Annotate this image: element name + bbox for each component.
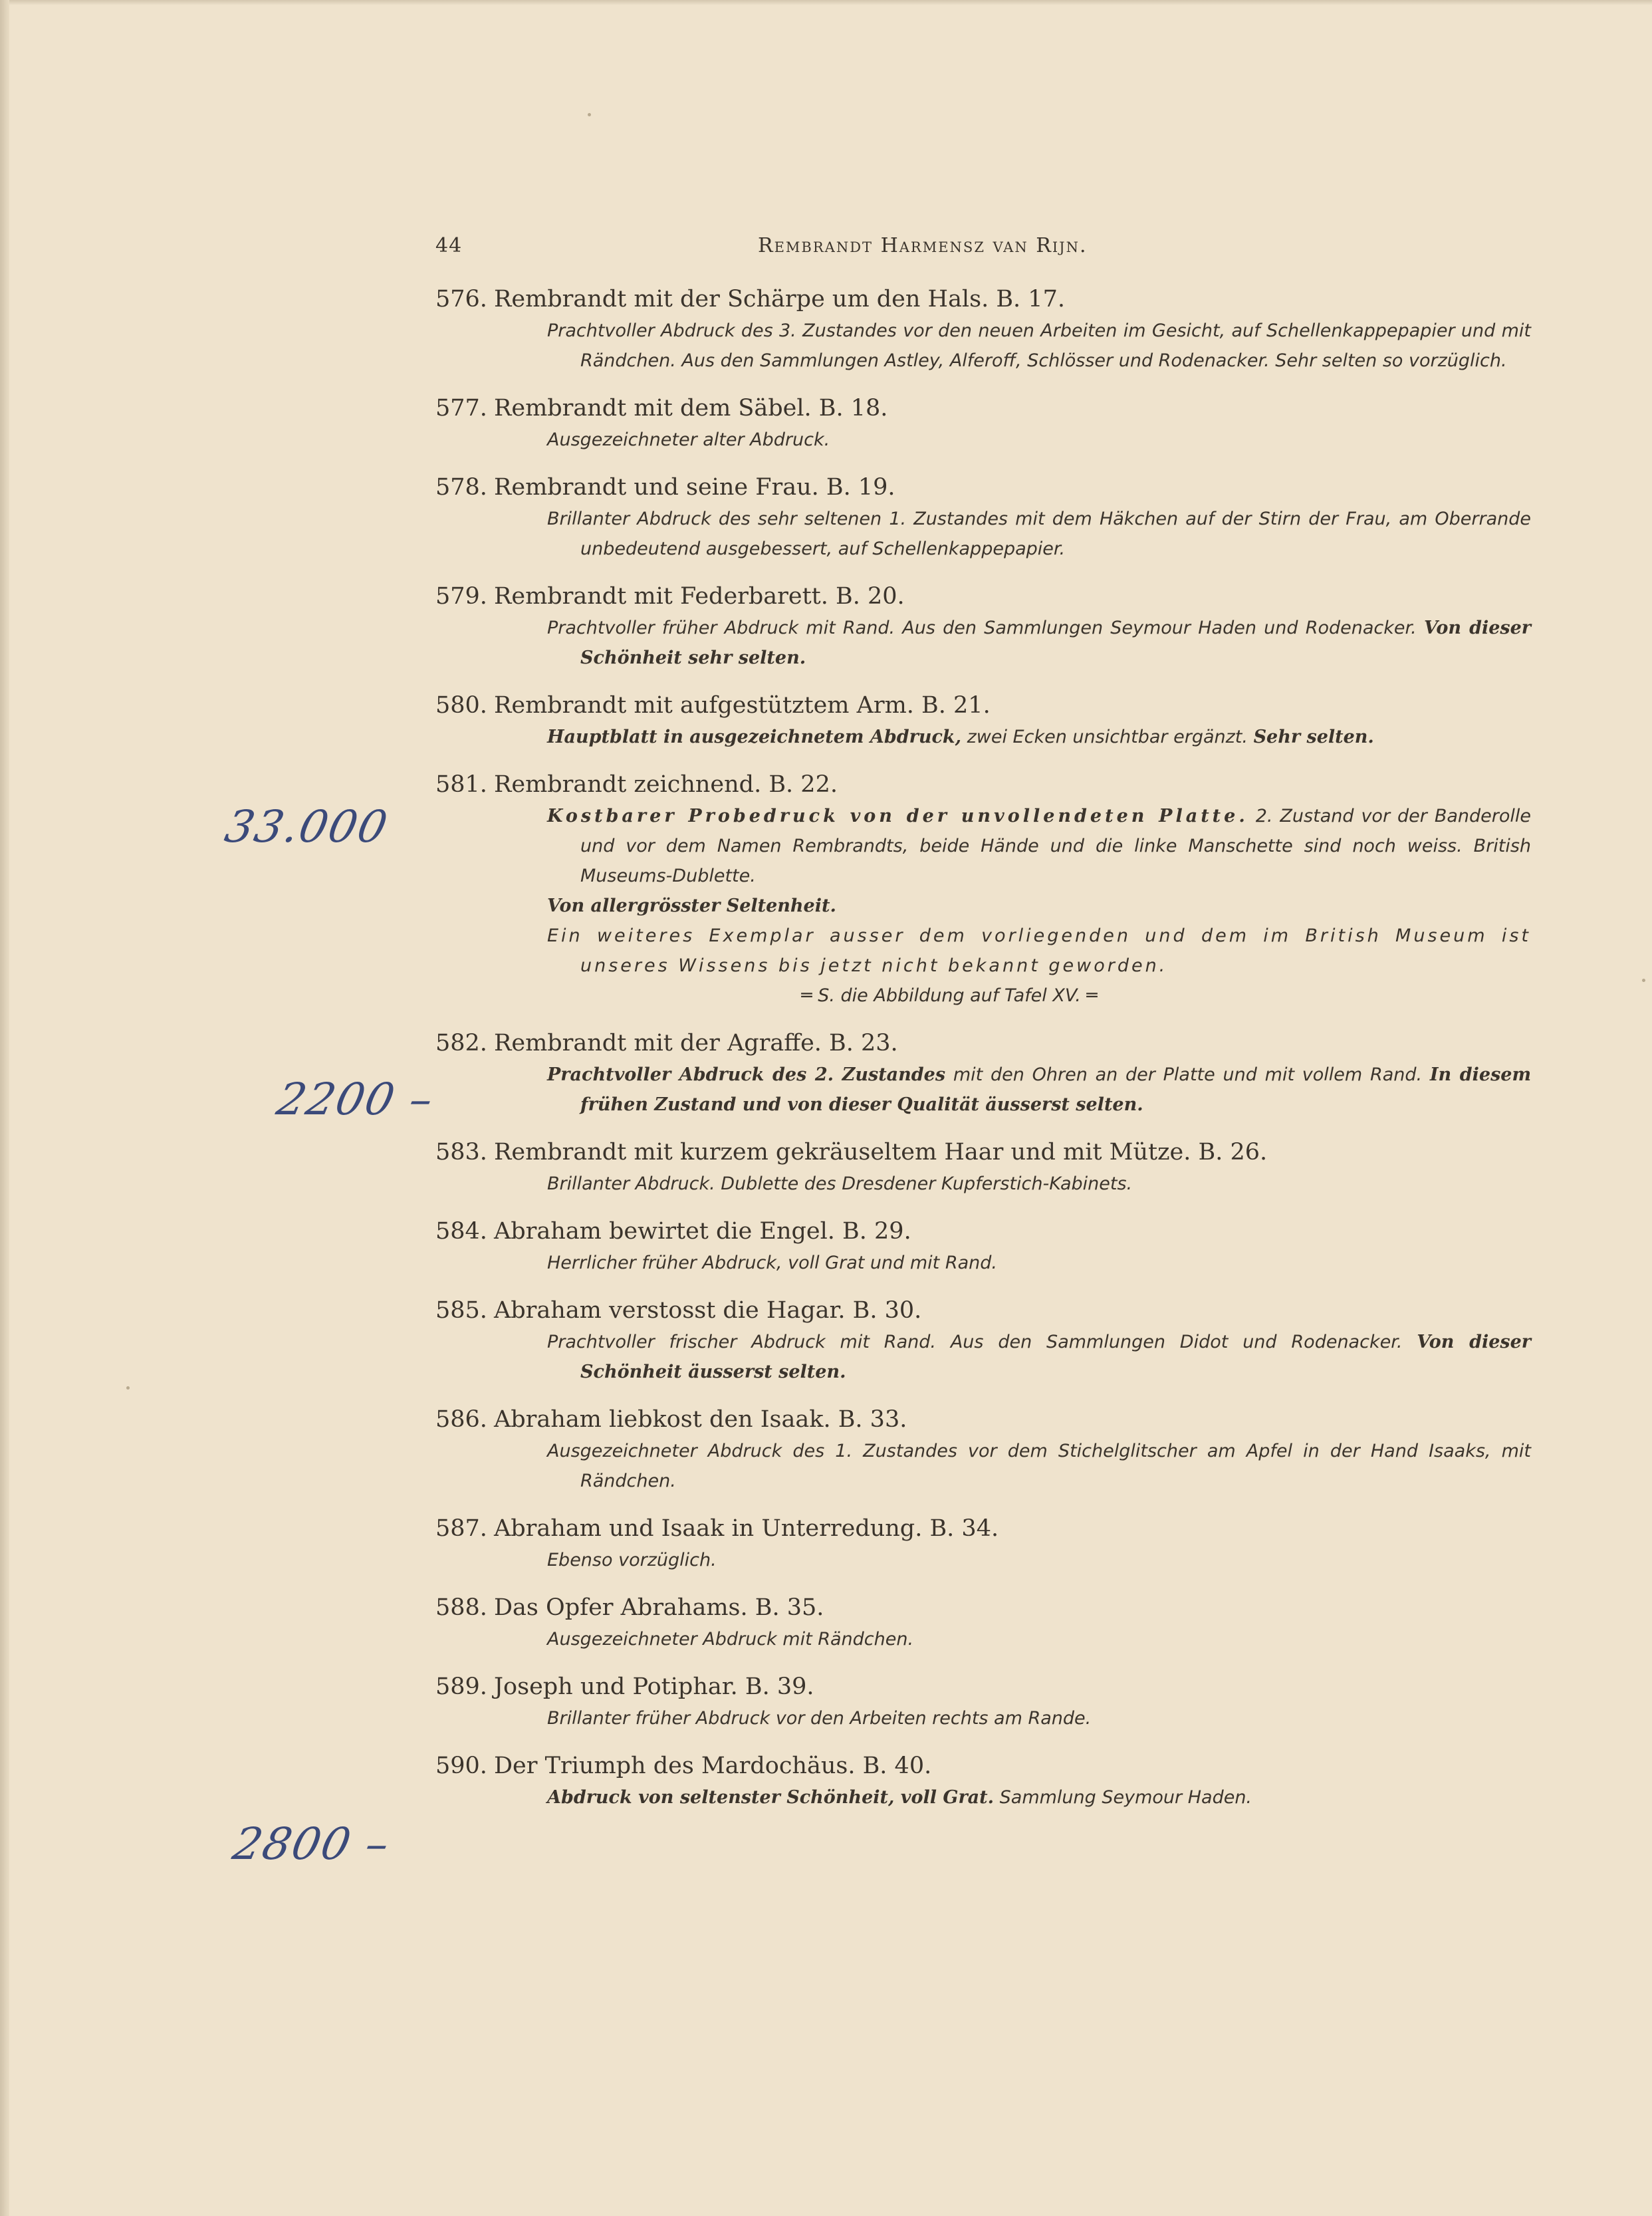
entry-heading bbox=[435, 1512, 1433, 1545]
catalogue-entry bbox=[435, 1215, 1433, 1278]
entry-number: 581. bbox=[435, 771, 487, 798]
entry-note bbox=[474, 722, 1531, 752]
entry-heading bbox=[435, 1403, 1433, 1436]
entry-heading bbox=[435, 392, 1433, 425]
emphasis-lead: Abdruck von seltenster Schönheit, voll Grat. bbox=[547, 1787, 995, 1808]
paper-speck bbox=[126, 1386, 130, 1390]
entry-number: 588. bbox=[435, 1594, 487, 1621]
entry-title: Rembrandt mit der Agraffe. B. 23. bbox=[494, 1030, 898, 1056]
entry-heading bbox=[435, 1591, 1433, 1624]
entry-note bbox=[474, 1327, 1531, 1387]
entry-number: 587. bbox=[435, 1515, 487, 1542]
entry-number: 590. bbox=[435, 1753, 487, 1779]
entry-title: Abraham verstosst die Hagar. B. 30. bbox=[494, 1297, 922, 1324]
entry-heading bbox=[435, 283, 1433, 316]
page-number: 44 bbox=[435, 234, 463, 257]
note-text: Prachtvoller früher Abdruck mit Rand. Aus den Sammlungen Seymour Haden und Rodenacker. bbox=[547, 618, 1417, 638]
entry-heading bbox=[435, 471, 1433, 504]
entry-heading bbox=[435, 689, 1433, 722]
plate-reference: ═ S. die Abbildung auf Tafel XV. ═ bbox=[801, 985, 1098, 1006]
note-text: Sammlung Seymour Haden. bbox=[999, 1787, 1252, 1808]
entry-note bbox=[474, 891, 1531, 921]
entry-note: Ebenso vorzüglich. bbox=[547, 1550, 717, 1570]
entry-note: Prachtvoller Abdruck des 3. Zustandes vor den neuen Arbeiten im Gesicht, auf Schellenkappepapier und mit Rändchen. Aus den Sammlungen Astley, Alferoff, Schlösser und Rodenacker. Sehr selten so vorzüglich. bbox=[547, 320, 1531, 371]
catalogue-entry bbox=[435, 392, 1433, 455]
entry-note: Brillanter Abdruck des sehr seltenen 1. Zustandes mit dem Häkchen auf der Stirn der Frau, am Oberrande unbedeutend ausgebessert, auf Schellenkappepapier. bbox=[547, 509, 1531, 559]
entry-number: 589. bbox=[435, 1673, 487, 1700]
emphasis-text: In diesem frühen Zustand und von dieser Qualität äusserst selten. bbox=[580, 1064, 1532, 1115]
catalogue-entry bbox=[435, 580, 1531, 673]
entry-title: Rembrandt mit aufgestütztem Arm. B. 21. bbox=[494, 692, 991, 719]
entry-note bbox=[474, 613, 1531, 673]
entry-title: Rembrandt mit kurzem gekräuseltem Haar und mit Mütze. B. 26. bbox=[494, 1139, 1268, 1166]
entry-title: Rembrandt und seine Frau. B. 19. bbox=[494, 474, 895, 501]
entry-heading bbox=[435, 1670, 1433, 1703]
emphasis-text: Sehr selten. bbox=[1253, 727, 1374, 747]
entry-note-extra: Ein weiteres Exemplar ausser dem vorliegenden und dem im British Museum ist unseres Wissens bis jetzt nicht bekannt geworden. bbox=[547, 925, 1531, 976]
emphasis-lead: Kostbarer Probedruck von der unvollendeten Platte. bbox=[547, 806, 1248, 826]
entry-heading bbox=[435, 1294, 1433, 1327]
paper-speck bbox=[588, 113, 591, 116]
catalogue-entry bbox=[435, 1027, 1532, 1120]
entry-heading bbox=[435, 580, 1433, 613]
entry-note: Brillanter früher Abdruck vor den Arbeiten rechts am Rande. bbox=[547, 1708, 1092, 1729]
catalogue-entry bbox=[435, 1512, 1433, 1575]
entry-title: Rembrandt zeichnend. B. 22. bbox=[494, 771, 838, 798]
paper-speck bbox=[1642, 979, 1645, 982]
note-text: zwei Ecken unsichtbar ergänzt. bbox=[967, 727, 1248, 747]
entry-title: Das Opfer Abrahams. B. 35. bbox=[494, 1594, 824, 1621]
emphasis-text: Von dieser Schönheit sehr selten. bbox=[580, 618, 1531, 668]
entry-heading bbox=[435, 1749, 1433, 1783]
catalogue-entry bbox=[435, 471, 1531, 564]
entry-title: Der Triumph des Mardochäus. B. 40. bbox=[494, 1753, 932, 1779]
entry-title: Abraham liebkost den Isaak. B. 33. bbox=[494, 1406, 907, 1433]
page-edge-shadow bbox=[0, 0, 9, 2216]
handwritten-price: 33.000 bbox=[220, 801, 394, 852]
entry-number: 583. bbox=[435, 1139, 487, 1166]
note-text: Prachtvoller frischer Abdruck mit Rand. Aus den Sammlungen Didot und Rodenacker. bbox=[547, 1332, 1403, 1352]
handwritten-price: 2800 – bbox=[228, 1818, 396, 1870]
handwritten-price: 2200 – bbox=[272, 1074, 439, 1125]
entry-title: Joseph und Potiphar. B. 39. bbox=[494, 1673, 814, 1700]
entry-number: 576. bbox=[435, 286, 487, 312]
page-header bbox=[435, 234, 1433, 267]
catalogue-entry bbox=[435, 1136, 1433, 1199]
entry-number: 580. bbox=[435, 692, 487, 719]
entry-heading bbox=[435, 1215, 1433, 1248]
entry-title: Rembrandt mit Federbarett. B. 20. bbox=[494, 583, 905, 610]
entry-note: Brillanter Abdruck. Dublette des Dresdener Kupferstich-Kabinets. bbox=[547, 1173, 1133, 1194]
entry-number: 577. bbox=[435, 395, 487, 422]
entry-number: 586. bbox=[435, 1406, 487, 1433]
entry-title: Rembrandt mit dem Säbel. B. 18. bbox=[494, 395, 888, 422]
entry-note: Ausgezeichneter Abdruck des 1. Zustandes vor dem Stichelglitscher am Apfel in der Hand Isaaks, mit Rändchen. bbox=[547, 1441, 1531, 1491]
entry-note bbox=[474, 1060, 1531, 1120]
entry-number: 582. bbox=[435, 1030, 487, 1056]
entry-note: Ausgezeichneter Abdruck mit Rändchen. bbox=[547, 1629, 914, 1650]
catalogue-entry bbox=[435, 689, 1433, 752]
emphasis-text: Von allergrösster Seltenheit. bbox=[547, 896, 836, 916]
entry-title: Abraham und Isaak in Unterredung. B. 34. bbox=[494, 1515, 999, 1542]
entry-heading bbox=[435, 1136, 1433, 1169]
catalogue-entry bbox=[435, 1670, 1433, 1733]
emphasis-lead: Prachtvoller Abdruck des 2. Zustandes bbox=[547, 1064, 946, 1085]
entry-number: 578. bbox=[435, 474, 487, 501]
emphasis-text: Von dieser Schönheit äusserst selten. bbox=[580, 1332, 1531, 1382]
entry-heading bbox=[435, 1027, 1433, 1060]
note-text: 2. Zustand vor der Banderolle und vor dem Namen Rembrandts, beide Hände und die linke Manschette sind noch weiss. British Museums-Dublette. bbox=[580, 806, 1531, 886]
catalogue-entry bbox=[435, 1591, 1433, 1654]
catalogue-entry bbox=[435, 1294, 1531, 1387]
entry-number: 579. bbox=[435, 583, 487, 610]
catalogue-entry bbox=[435, 768, 1531, 1011]
catalogue-entry bbox=[435, 1403, 1531, 1496]
catalogue-entries bbox=[435, 283, 1532, 1828]
catalogue-entry bbox=[435, 283, 1531, 376]
entry-note: Ausgezeichneter alter Abdruck. bbox=[547, 430, 830, 450]
running-title: Rembrandt Harmensz van Rijn. bbox=[758, 234, 1088, 257]
catalogue-entry bbox=[435, 1749, 1433, 1812]
entry-title: Rembrandt mit der Schärpe um den Hals. B. 17. bbox=[494, 286, 1065, 312]
entry-note bbox=[474, 801, 1531, 891]
page-top-shadow bbox=[0, 0, 1652, 5]
entry-number: 584. bbox=[435, 1218, 487, 1245]
entry-note bbox=[474, 1783, 1531, 1812]
entry-title: Abraham bewirtet die Engel. B. 29. bbox=[494, 1218, 911, 1245]
entry-number: 585. bbox=[435, 1297, 487, 1324]
entry-note: Herrlicher früher Abdruck, voll Grat und mit Rand. bbox=[547, 1253, 997, 1273]
note-text: mit den Ohren an der Platte und mit vollem Rand. bbox=[953, 1064, 1423, 1085]
entry-heading bbox=[435, 768, 1433, 801]
emphasis-lead: Hauptblatt in ausgezeichnetem Abdruck, bbox=[547, 727, 962, 747]
